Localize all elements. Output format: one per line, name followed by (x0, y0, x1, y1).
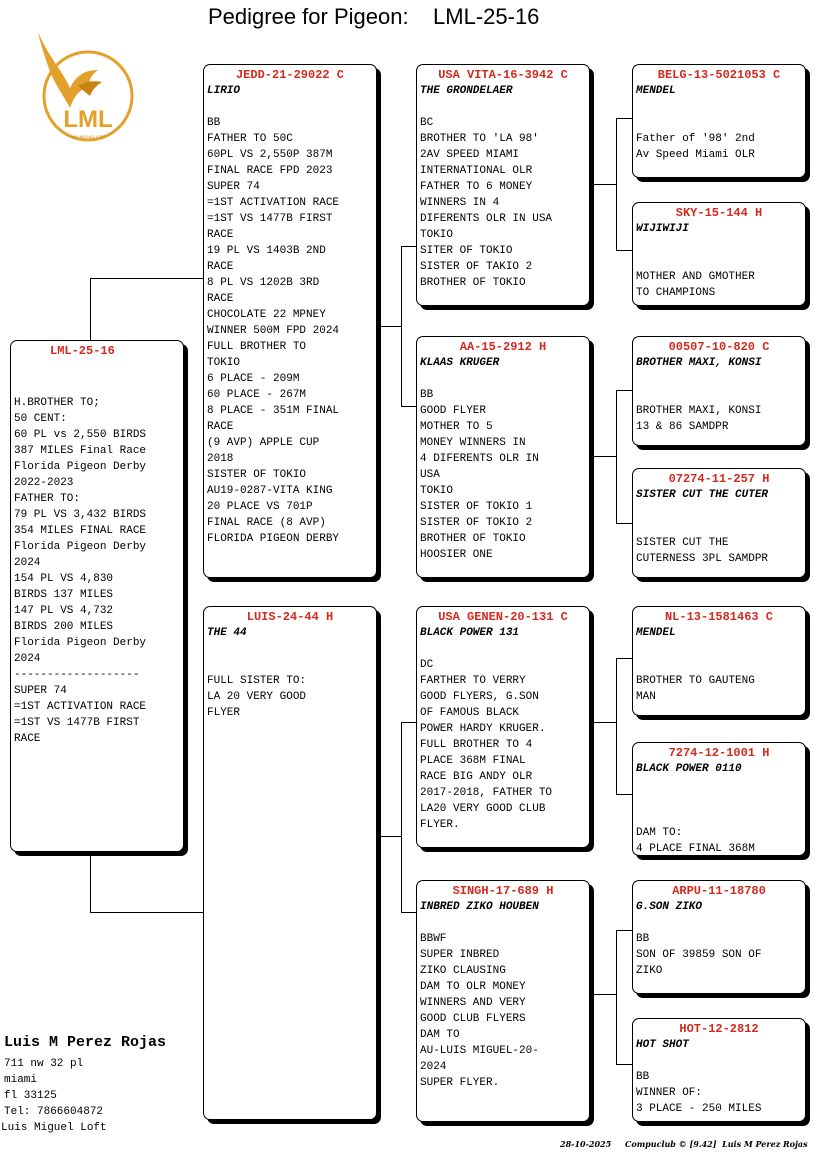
ring-number: NL-13-1581463 C (664, 610, 774, 624)
pigeon-name: WIJIWIJI (636, 223, 689, 235)
pigeon-name: THE 44 (207, 627, 247, 639)
connector-line (401, 246, 416, 247)
pigeon-name: BLACK POWER 131 (420, 627, 520, 639)
ring-number: BELG-13-5021053 C (657, 68, 781, 82)
subject-card[interactable] (10, 340, 184, 852)
ring-number: HOT-12-2812 (679, 1022, 759, 1036)
owner-address: 711 nw 32 pl (4, 1058, 84, 1070)
sire-card[interactable] (203, 64, 377, 578)
ring-number: ARPU-11-18780 (672, 884, 766, 898)
connector-line (401, 912, 416, 913)
pigeon-notes: Father of '98' 2nd Av Speed Miami OLR (636, 133, 755, 161)
connector-line (616, 658, 617, 794)
pigeon-logo-icon (18, 26, 136, 144)
page-title: Pedigree for Pigeon: LML-25-16 (208, 4, 540, 29)
connector-line (616, 250, 632, 251)
dam-card[interactable] (203, 606, 377, 1120)
owner-phone: Tel: 7866604872 (4, 1106, 104, 1118)
pigeon-name: LIRIO (207, 85, 241, 97)
ring-number: LML-25-16 (50, 344, 115, 358)
pigeon-name: MENDEL (636, 85, 676, 97)
pigeon-notes: FULL SISTER TO: LA 20 VERY GOOD FLYER (207, 675, 307, 719)
ring-number: 07274-11-257 H (668, 472, 770, 486)
connector-line (616, 390, 617, 523)
owner-state-zip: fl 33125 (4, 1090, 57, 1102)
pigeon-name: BROTHER MAXI, KONSI (636, 357, 762, 369)
ring-number: AA-15-2912 H (459, 340, 547, 354)
pigeon-notes: BB SON OF 39859 SON OF ZIKO (636, 933, 762, 977)
connector-line (589, 184, 617, 185)
sire-dam-card[interactable] (416, 336, 590, 578)
connector-line (616, 118, 617, 250)
pigeon-notes: DAM TO: 4 PLACE FINAL 368M (636, 827, 755, 855)
pigeon-notes: DC FARTHER TO VERRY GOOD FLYERS, G.SON OF FAMOUS BLACK POWER HARDY KRUGER. FULL BROTHER TO 4 PLACE 368M FINAL RACE BIG ANDY OLR 2017-2018, FATHER TO LA20 VERY GOOD CLUB FLYER. (420, 659, 553, 831)
connector-line (616, 118, 632, 119)
pigeon-notes: BC BROTHER TO 'LA 98' 2AV SPEED MIAMI INTERNATIONAL OLR FATHER TO 6 MONEY WINNERS IN 4 DIFERENTS OLR IN USA TOKIO SITER OF TOKIO SISTER OF TAKIO 2 BROTHER OF TOKIO (420, 117, 553, 289)
great-grandparent-card[interactable] (632, 202, 806, 306)
pigeon-notes: BB GOOD FLYER MOTHER TO 5 MONEY WINNERS IN 4 DIFERENTS OLR IN USA TOKIO SISTER OF TOKIO 1 SISTER OF TOKIO 2 BROTHER OF TOKIO HOOSIER ONE (420, 389, 539, 561)
great-grandparent-card[interactable] (632, 64, 806, 178)
connector-line (401, 406, 416, 407)
loft-logo (18, 26, 136, 144)
logo-text: LML (63, 106, 113, 133)
connector-line (401, 722, 402, 912)
connector-line (589, 456, 617, 457)
ring-number: 00507-10-820 C (668, 340, 770, 354)
connector-line (376, 326, 402, 327)
great-grandparent-card[interactable] (632, 468, 806, 578)
pigeon-name: HOT SHOT (636, 1039, 689, 1051)
connector-line (401, 246, 402, 406)
connector-line (376, 836, 402, 837)
ring-number: SKY-15-144 H (675, 206, 763, 220)
ring-number: LUIS-24-44 H (246, 610, 334, 624)
ring-number: 7274-12-1001 H (668, 746, 770, 760)
great-grandparent-card[interactable] (632, 606, 806, 716)
pigeon-name: INBRED ZIKO HOUBEN (420, 901, 539, 913)
great-grandparent-card[interactable] (632, 336, 806, 446)
pigeon-name: THE GRONDELAER (420, 85, 513, 97)
connector-line (616, 658, 632, 659)
great-grandparent-card[interactable] (632, 880, 806, 994)
connector-line (90, 852, 91, 912)
pigeon-notes: H.BROTHER TO; 50 CENT: 60 PL vs 2,550 BIRDS 387 MILES Final Race Florida Pigeon Derby 2022-2023 FATHER TO: 79 PL VS 3,432 BIRDS 354 MILES FINAL RACE Florida Pigeon Derby 2024 154 PL VS 4,830 BIRDS 137 MILES 147 PL VS 4,732 BIRDS 200 MILES Florida Pigeon Derby 2024 ------------------- SUPER 74 =1ST ACTIVATION RACE =1ST VS 1477B FIRST RACE (14, 397, 147, 745)
software-credit: Compuclub © [9.42] Luis M Perez Rojas (625, 1139, 808, 1149)
pigeon-name: BLACK POWER 0110 (636, 763, 742, 775)
pigeon-name (14, 359, 180, 375)
pigeon-name: KLAAS KRUGER (420, 357, 500, 369)
great-grandparent-card[interactable] (632, 1018, 806, 1122)
print-date: 28-10-2025 (560, 1139, 612, 1149)
connector-line (616, 523, 632, 524)
great-grandparent-card[interactable] (632, 742, 806, 856)
pigeon-name: SISTER CUT THE CUTER (636, 489, 769, 501)
connector-line (616, 390, 632, 391)
connector-line (90, 278, 204, 279)
owner-city: miami (4, 1074, 38, 1086)
pigeon-name: G.SON ZIKO (636, 901, 703, 913)
pigeon-notes: BB FATHER TO 50C 60PL VS 2,550P 387M FINAL RACE FPD 2023 SUPER 74 =1ST ACTIVATION RACE =1ST VS 1477B FIRST RACE 19 PL VS 1403B 2ND RACE 8 PL VS 1202B 3RD RACE CHOCOLATE 22 MPNEY WINNER 500M FPD 2024 FULL BROTHER TO TOKIO 6 PLACE - 209M 60 PLACE - 267M 8 PLACE - 351M FINAL RACE (9 AVP) APPLE CUP 2018 SISTER OF TOKIO AU19-0287-VITA KING 20 PLACE VS 701P FINAL RACE (8 AVP) FLORIDA PIGEON DERBY (207, 117, 340, 545)
pigeon-notes: BB WINNER OF: 3 PLACE - 250 MILES (636, 1071, 762, 1115)
ring-number: USA VITA-16-3942 C (438, 68, 568, 82)
connector-line (589, 722, 617, 723)
pigeon-notes: SISTER CUT THE CUTERNESS 3PL SAMDPR (636, 537, 769, 565)
connector-line (90, 278, 91, 340)
connector-line (616, 930, 632, 931)
pigeon-notes: BROTHER MAXI, KONSI 13 & 86 SAMDPR (636, 405, 762, 433)
pigeon-notes: MOTHER AND GMOTHER TO CHAMPIONS (636, 271, 755, 299)
owner-name: Luis M Perez Rojas (4, 1034, 167, 1051)
pigeon-name: MENDEL (636, 627, 676, 639)
logo-subtext: LUIS MIGUEL LOFT (69, 134, 107, 139)
ring-number: JEDD-21-29022 C (235, 68, 345, 82)
pigeon-notes: BBWF SUPER INBRED ZIKO CLAUSING DAM TO OLR MONEY WINNERS AND VERY GOOD CLUB FLYERS DAM TO AU-LUIS MIGUEL-20- 2024 SUPER FLYER. (420, 933, 539, 1089)
connector-line (90, 912, 204, 913)
connector-line (589, 994, 617, 995)
sire-sire-card[interactable] (416, 64, 590, 306)
ring-number: USA GENEN-20-131 C (438, 610, 568, 624)
connector-line (616, 794, 632, 795)
connector-line (616, 1064, 632, 1065)
connector-line (401, 722, 416, 723)
dam-dam-card[interactable] (416, 880, 590, 1122)
pigeon-notes: BROTHER TO GAUTENG MAN (636, 675, 755, 703)
dam-sire-card[interactable] (416, 606, 590, 848)
owner-loft: Luis Miguel Loft (1, 1122, 107, 1134)
connector-line (616, 930, 617, 1064)
ring-number: SINGH-17-689 H (452, 884, 554, 898)
